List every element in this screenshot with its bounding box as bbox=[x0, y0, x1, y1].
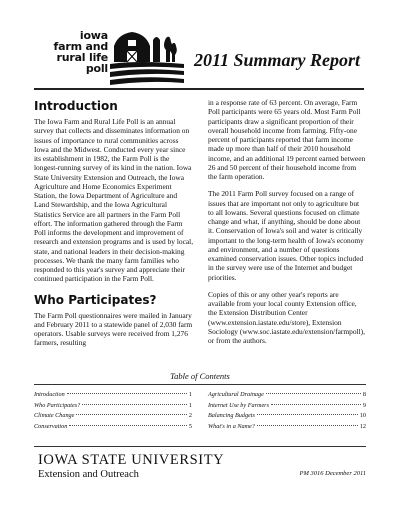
farm-poll-logo-text bbox=[34, 30, 108, 74]
toc-entry[interactable] bbox=[34, 422, 192, 433]
toc-leader-dots bbox=[271, 404, 361, 405]
toc-leader-dots bbox=[257, 414, 358, 415]
toc-entry-label: Agricultural Drainage bbox=[208, 391, 264, 398]
toc-entry-label: Who Participates? bbox=[34, 401, 81, 409]
toc-entry[interactable] bbox=[208, 422, 366, 433]
barn-logo-icon bbox=[108, 24, 188, 88]
toc-entry-label: Balancing Budgets bbox=[208, 412, 255, 419]
toc-title: Table of Contents bbox=[170, 371, 230, 381]
toc-entry[interactable] bbox=[34, 411, 192, 422]
toc-entry-label: Conservation bbox=[34, 422, 68, 430]
toc-entry[interactable] bbox=[208, 401, 366, 412]
toc-entry-page: 8 bbox=[362, 391, 366, 398]
who-participates-paragraph: The Farm Poll questionnaires were mailed in January and February 2011 to a statewide panel of 2,030 farm operators. Usable surveys were received from 1,276 farmers, resulting bbox=[34, 310, 193, 348]
toc-entry-page: 2 bbox=[188, 412, 192, 419]
logo-line: rural life bbox=[56, 51, 108, 64]
introduction-paragraph: The Iowa Farm and Rural Life Poll is an annual survey that collects and disseminates information on issues of importance to rural communities across Iowa and the Midwest. Conducted every year since its establishment in 1982, the Farm Poll is the longest-running survey of its kind in the nation. Iowa State University Extension and Outreach, the Iowa Agriculture and Home Economics Experiment Station, the Iowa Department of Agriculture and Land Stewardship, and the Iowa Agricultural Statistics Service are all partners in the Farm Poll effort. The information gathered through the Farm Poll informs the development and improvement of research and extension programs and is used by local, state, and national leaders in their decision-making processes. We thank the many farm families who responded to this year's survey and appreciate their continued participation in the Farm Poll. bbox=[34, 117, 194, 284]
report-copies-paragraph: Copies of this or any other year's reports are available from your local county Extension office, the Extension Distribution Center (www.extension.iastate.edu/store), Extension Sociology (www.soc.iastate.edu/extension/farmpoll), or from the authors. bbox=[208, 289, 365, 345]
left-column bbox=[34, 98, 194, 348]
table-of-contents bbox=[34, 370, 366, 432]
toc-leader-dots bbox=[266, 393, 361, 394]
toc-entry-page: 9 bbox=[362, 401, 366, 409]
extension-subtitle: Extension and Outreach bbox=[38, 469, 139, 480]
logo-line: iowa bbox=[79, 29, 108, 42]
toc-entry-page: 1 bbox=[188, 391, 192, 398]
toc-entry-page: 12 bbox=[359, 422, 366, 430]
toc-entry-page: 5 bbox=[188, 422, 192, 430]
toc-entry[interactable] bbox=[34, 401, 192, 412]
toc-leader-dots bbox=[82, 404, 187, 405]
university-wordmark: IOWA STATE UNIVERSITY bbox=[38, 452, 225, 468]
footer-divider bbox=[34, 446, 366, 447]
introduction-heading: Introduction bbox=[34, 99, 118, 113]
who-participates-heading: Who Participates? bbox=[34, 292, 157, 307]
toc-leader-dots bbox=[67, 393, 187, 394]
toc-entry[interactable] bbox=[208, 390, 366, 401]
survey-topics-paragraph: The 2011 Farm Poll survey focused on a range of issues that are important not only to agriculture but to all Iowans. Several questions focused on climate change and what, if anything, should be done about it. Conservation of Iowa's soil and water is critically important to the long-term health of Iowa's economy and environment, and a number of questions examined conservation issues. Other topics included in the survey were use of the Internet and budget priorities. bbox=[208, 189, 364, 282]
toc-entry[interactable] bbox=[208, 411, 366, 422]
toc-divider bbox=[34, 384, 366, 385]
toc-entry-label: Internet Use by Farmers bbox=[208, 401, 270, 409]
toc-left-column bbox=[34, 390, 192, 432]
toc-entry-page: 10 bbox=[359, 412, 366, 419]
logo-line: poll bbox=[85, 62, 108, 75]
publication-code: PM 3016 December 2011 bbox=[299, 470, 366, 477]
toc-entry-label: Climate Change bbox=[34, 412, 75, 419]
logo-line: farm and bbox=[53, 40, 108, 53]
toc-entry[interactable] bbox=[34, 390, 192, 401]
toc-leader-dots bbox=[257, 425, 358, 426]
report-title: 2011 Summary Report bbox=[194, 50, 361, 70]
right-column bbox=[208, 98, 366, 345]
header-divider bbox=[34, 88, 364, 90]
who-participates-paragraph-continued: in a response rate of 63 percent. On average, Farm Poll participants were 65 years old. Most Farm Poll participants draw a significant proportion of their overall household income from farming. Fifty-one percent of participants reported that farm income made up more than half of their 2010 household income, and an additional 19 percent earned between 26 and 50 percent of their household income from the farm operation. bbox=[208, 98, 366, 181]
toc-right-column bbox=[208, 390, 366, 432]
toc-leader-dots bbox=[76, 414, 187, 415]
toc-entry-label: What's in a Name? bbox=[208, 422, 255, 430]
toc-leader-dots bbox=[69, 425, 187, 426]
toc-entry-label: Introduction bbox=[34, 391, 65, 398]
toc-entry-page: 1 bbox=[188, 401, 192, 409]
